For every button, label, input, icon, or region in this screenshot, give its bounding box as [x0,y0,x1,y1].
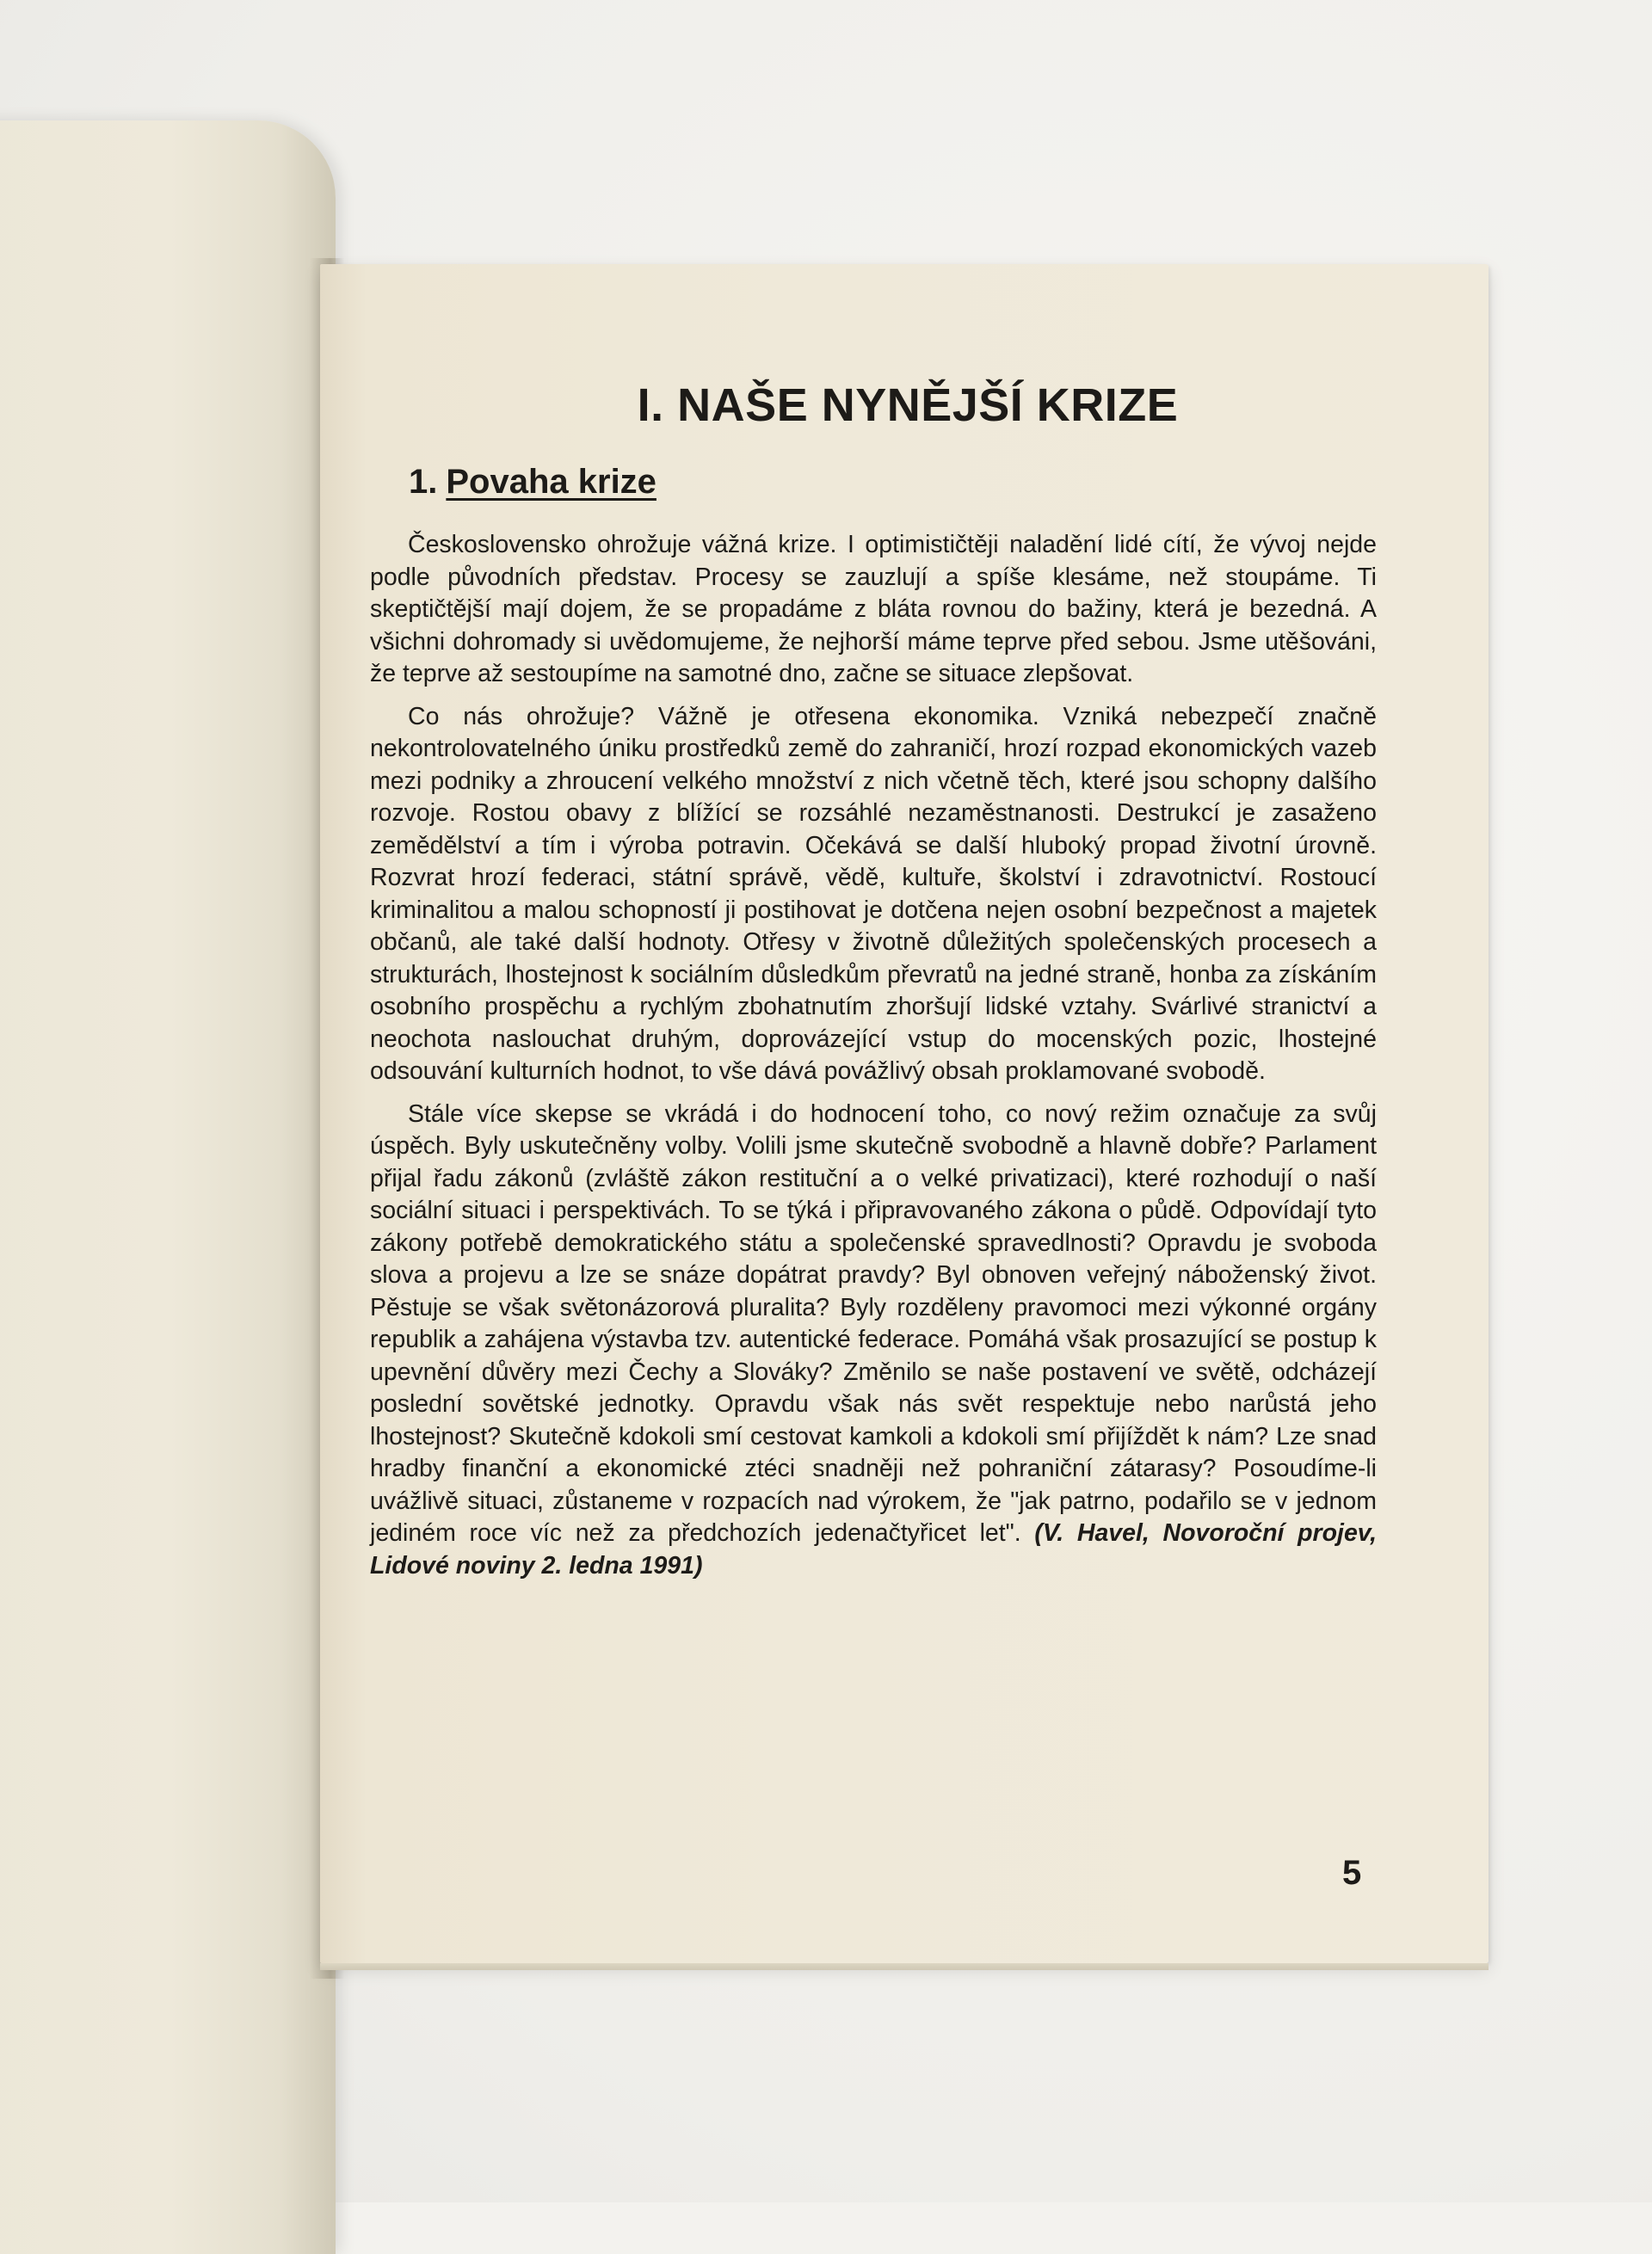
paragraph-2: Co nás ohrožuje? Vážně je otřesena ekonomika. Vzniká nebezpečí značně nekontrolovatelného úniku prostředků země do zahraničí, hrozí rozpad ekonomických vazeb mezi podniky a zhroucení velkého množství z nich včetně těch, které jsou schopny dalšího rozvoje. Rostou obavy z blížící se rozsáhlé nezaměstnanosti. Destrukcí je zasaženo zemědělství a tím i výroba potravin. Očekává se další hluboký propad životní úrovně. Rozvrat hrozí federaci, státní správě, vědě, kultuře, školství i zdravotnictví. Rostoucí kriminalitou a malou schopností ji postihovat je dotčena nejen osobní bezpečnost a majetek občanů, ale také další hodnoty. Otřesy v životně důležitých společenských procesech a strukturách, lhostejnost k sociálním důsledkům převratů na jedné straně, honba za získáním osobního prospěchu a rychlým zbohatnutím zhoršují lidské vztahy. Svárlivé stranictví a neochota naslouchat druhým, doprovázející vstup do mocenských pozic, lhostejné odsouvání kulturních hodnot, to vše dává povážlivý obsah proklamované svobodě. [370,702,1377,1085]
page-number: 5 [1342,1854,1362,1892]
page-bottom-edge [320,1963,1489,1970]
left-page [0,120,336,2254]
paragraph-1: Československo ohrožuje vážná krize. I optimističtěji naladění lidé cítí, že vývoj nejde podle původních představ. Procesy se zauzlují a spíše klesáme, než stoupáme. Ti skeptičtější mají dojem, že se propadáme z bláta rovnou do bažiny, která je bezedná. A všichni dohromady si uvědomujeme, že nejhorší máme teprve před sebou. Jsme utěšováni, že teprve až sestoupíme na samotné dno, začne se situace zlepšovat. [370,531,1377,687]
citation: (V. Havel, Novoroční projev, Lidové noviny 2. ledna 1991) [370,1519,1377,1580]
paragraph-3-text: Stále více skepse se vkrádá i do hodnocení toho, co nový režim označuje za svůj úspěch. Byly uskutečněny volby. Volili jsme skutečně svobodně a hlavně dobře? Parlament přijal řadu zákonů (zvláště zákon restituční a o velké privatizaci), které rozhodují o naší sociální situaci i perspektivách. To se týká i připravovaného zákona o půdě. Odpovídají tyto zákony potřebě demokratického státu a společenské spravedlnosti? Opravdu je svoboda slova a projevu a lze se snáze dopátrat pravdy? Byl obnoven veřejný náboženský život. Pěstuje se však světonázorová pluralita? Byly rozděleny pravomoci mezi výkonné orgány republik a zahájena výstavba tzv. autentické federace. Pomáhá však prosazující se postup k upevnění důvěry mezi Čechy a Slováky? Změnilo se naše postavení ve světě, odcházejí poslední sovětské jednotky. Opravdu však nás svět respektuje nebo narůstá jeho lhostejnost? Skutečně kdokoli smí cestovat kamkoli a kdokoli smí přijíždět k nám? Lze snad hradby finanční a ekonomické ztéci snadněji než pohraniční zátarasy? Posoudíme-li uvážlivě situaci, zůstaneme v rozpacích nad výrokem, že "jak patrno, podařilo se v jednom jediném roce víc než za předchozích jedenačtyřicet let". [370,1099,1377,1547]
page-content [370,379,1377,1592]
paragraph-3 [370,1099,1377,1583]
chapter-title: I. NAŠE NYNĚJŠÍ KRIZE [637,379,1179,431]
section-heading [409,463,1377,502]
section-title: Povaha krize [446,463,656,501]
body-text [370,529,1377,1582]
section-number: 1. [409,463,438,501]
